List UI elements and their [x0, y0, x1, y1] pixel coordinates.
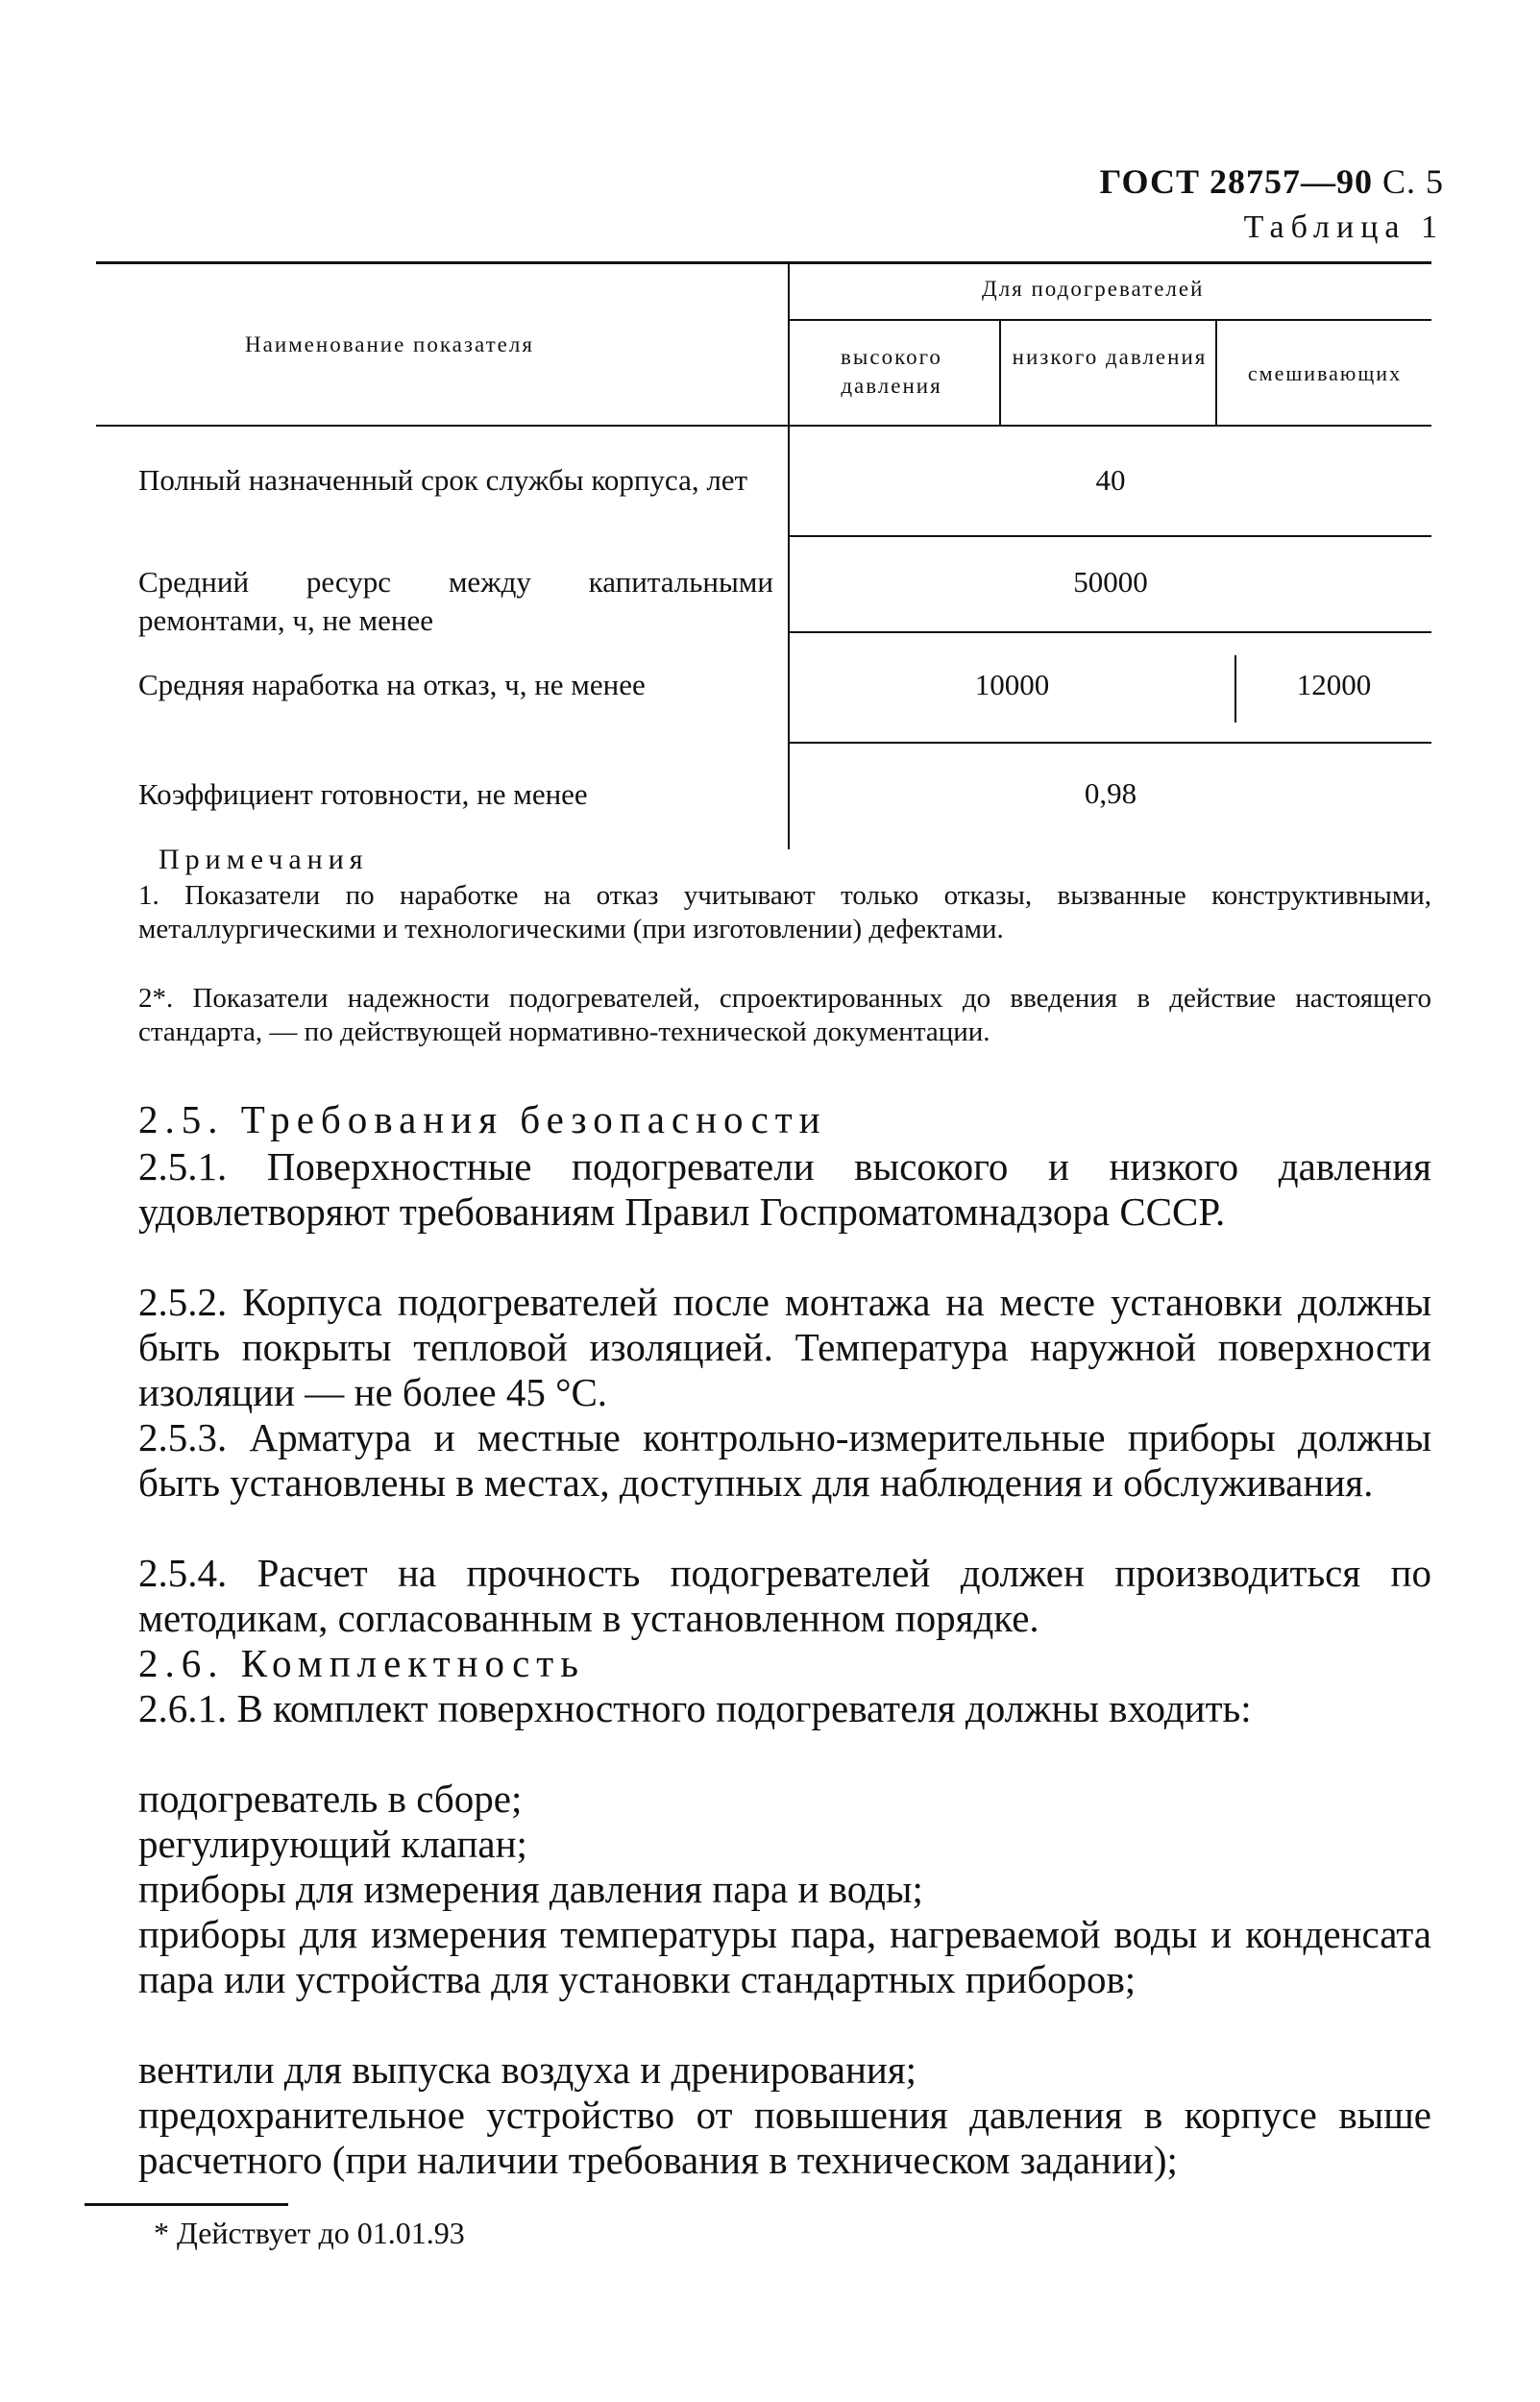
table-vertical-divider — [788, 261, 790, 849]
row-rule-2 — [790, 631, 1431, 633]
section-2-6-title: 2.6. Комплектность — [138, 1641, 585, 1685]
reliability-table — [96, 261, 1431, 849]
row-label: Коэффициент готовности, не менее — [138, 777, 588, 811]
table-top-rule — [96, 261, 1431, 264]
list-item: приборы для измерения температуры пара, нагреваемой воды и конденсата пара или устройства для установки стандартных приборов; — [138, 1912, 1431, 2001]
group-header: Для подогревателей — [982, 277, 1205, 301]
footnote: * Действует до 01.01.93 — [154, 2216, 465, 2250]
clause-2-5-2: 2.5.2. Корпуса подогревателей после монтажа на месте установки должны быть покрыты тепловой изоляцией. Температура наружной поверхности изоляции — не более 45 °С. — [138, 1280, 1431, 1414]
row-value-left: 10000 — [974, 668, 1050, 701]
standard-number: ГОСТ 28757—90 — [1099, 162, 1373, 201]
table-caption: Таблица 1 — [1243, 209, 1444, 245]
subheader-low-pressure: низкого давления — [1012, 345, 1208, 369]
subheader-high-pressure: высокого давления — [841, 345, 942, 398]
row-value: 40 — [1095, 463, 1126, 497]
clause-2-5-3: 2.5.3. Арматура и местные контрольно-измерительные приборы должны быть установлены в местах, доступных для наблюдения и обслуживания. — [138, 1415, 1431, 1505]
row-value: 0,98 — [1084, 776, 1137, 810]
section-2-5-title: 2.5. Требования безопасности — [138, 1097, 827, 1141]
list-item: подогреватель в сборе; — [138, 1777, 523, 1821]
list-item: предохранительное устройство от повышения давления в корпусе выше расчетного (при наличии требования в техническом задании); — [138, 2093, 1431, 2182]
group-header-rule — [790, 319, 1431, 321]
subcol-divider-2 — [1215, 321, 1217, 425]
row-label: Средний ресурс между капитальными ремонтами, ч, не менее — [138, 565, 773, 637]
clause-2-5-4: 2.5.4. Расчет на прочность подогревателей должен производиться по методикам, согласованным в установленном порядке. — [138, 1551, 1431, 1640]
clause-2-5-1: 2.5.1. Поверхностные подогреватели высокого и низкого давления удовлетворяют требованиям Правил Госпроматомнадзора СССР. — [138, 1144, 1431, 1234]
table-header-rule — [96, 425, 1431, 427]
notes-title: Примечания — [159, 844, 369, 875]
row-value: 50000 — [1073, 565, 1148, 599]
standard-code — [1100, 161, 1444, 202]
footnote-rule — [85, 2203, 288, 2206]
page-number: С. 5 — [1381, 162, 1444, 201]
list-item: приборы для измерения давления пара и воды; — [138, 1867, 923, 1911]
row-label: Полный назначенный срок службы корпуса, лет — [138, 463, 748, 497]
list-item: регулирующий клапан; — [138, 1822, 527, 1866]
row-rule-1 — [790, 535, 1431, 537]
note-2: 2*. Показатели надежности подогревателей, спроектированных до введения в действие настоящего стандарта, — по действующей нормативно-технической документации. — [138, 983, 1431, 1047]
list-item: вентили для выпуска воздуха и дренирования; — [138, 2047, 917, 2092]
clause-2-6-1: 2.6.1. В комплект поверхностного подогревателя должны входить: — [138, 1686, 1252, 1730]
row-rule-3 — [790, 742, 1431, 744]
column-name-header: Наименование показателя — [245, 332, 534, 356]
subcol-divider-1 — [999, 321, 1001, 425]
subheader-mixing: смешивающих — [1247, 361, 1403, 385]
note-1: 1. Показатели по наработке на отказ учитывают только отказы, вызванные конструктивными, металлургическими и технологическими (при изготовлении) дефектами. — [138, 880, 1431, 944]
row-label: Средняя наработка на отказ, ч, не менее — [138, 668, 646, 701]
row-value-right: 12000 — [1296, 668, 1372, 701]
